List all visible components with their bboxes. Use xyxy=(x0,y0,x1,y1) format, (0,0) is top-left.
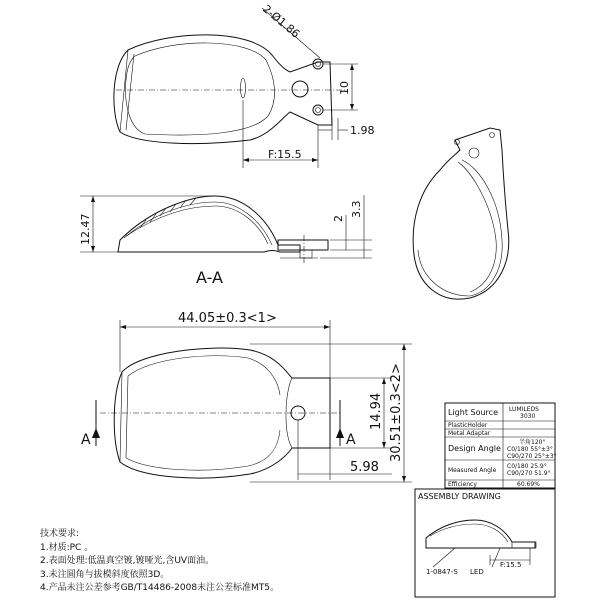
note-item-3: 3.未注圆角与拔模斜度依照3D。 xyxy=(40,569,170,580)
spec-value-5: 60.69% xyxy=(517,481,540,488)
section-height-dim: 12.47 xyxy=(79,213,92,245)
assembly-led: LED xyxy=(470,568,484,576)
note-item-4: 4.产品未注公差参考GB/T14486-2008未注公差标准MT5。 xyxy=(40,583,280,593)
spec-table xyxy=(445,403,557,488)
assembly-part-no: 1-0847-S xyxy=(426,568,458,576)
isometric-view xyxy=(413,128,509,299)
note-item-1: 1.材质:PC 。 xyxy=(40,542,94,553)
bottom-tab-dim: 5.98 xyxy=(350,460,379,475)
top-height-dim: 10 xyxy=(338,81,351,95)
notes-title: 技术要求: xyxy=(40,529,80,539)
spec-value-4a: C0/180 25.9° xyxy=(507,463,547,470)
spec-value-3b: C0/180 55°±3° xyxy=(507,446,553,453)
section-dim-a: 2 xyxy=(332,215,345,222)
bottom-view xyxy=(81,311,412,482)
top-view xyxy=(114,2,375,168)
spec-value-0a: LUMILEDS xyxy=(509,406,539,413)
spec-value-0b: 3030 xyxy=(520,413,536,420)
technical-notes xyxy=(40,528,400,596)
spec-value-3a: 半角120° xyxy=(519,439,546,446)
section-view xyxy=(79,195,372,287)
assembly-focal: F:15.5 xyxy=(500,561,522,569)
spec-value-3c: C90/270 25°±3° xyxy=(507,453,557,460)
spec-label-4: Measured Angle xyxy=(448,467,497,474)
section-mark-left: A xyxy=(81,432,91,448)
assembly-title: ASSEMBLY DRAWING xyxy=(418,492,501,501)
spec-value-4b: C90/270 51.9° xyxy=(507,470,551,477)
top-hole-dim: 2-Ø1.86 xyxy=(260,2,303,41)
note-item-2: 2.表面处理:低温真空镀,镀哑光,含UV面油。 xyxy=(40,556,215,566)
bottom-hole-dim: 14.94 xyxy=(369,392,384,430)
spec-label-1: PlasticHolder xyxy=(448,422,488,429)
section-label: A-A xyxy=(196,268,223,287)
spec-label-0: Light Source xyxy=(448,408,498,417)
assembly-drawing xyxy=(415,489,555,597)
bottom-width-dim: 44.05±0.3<1> xyxy=(178,311,277,326)
section-dim-b: 3.3 xyxy=(350,200,363,218)
section-mark-right: A xyxy=(346,432,356,448)
bottom-height-dim: 30.51±0.3<2> xyxy=(389,363,404,462)
top-offset-dim: 1.98 xyxy=(350,124,375,137)
spec-label-5: Efficiency xyxy=(448,481,477,488)
spec-label-3: Design Angle xyxy=(448,444,501,453)
spec-label-2: Metal Adaptar xyxy=(448,430,491,437)
top-focal-dim: F:15.5 xyxy=(268,148,302,161)
